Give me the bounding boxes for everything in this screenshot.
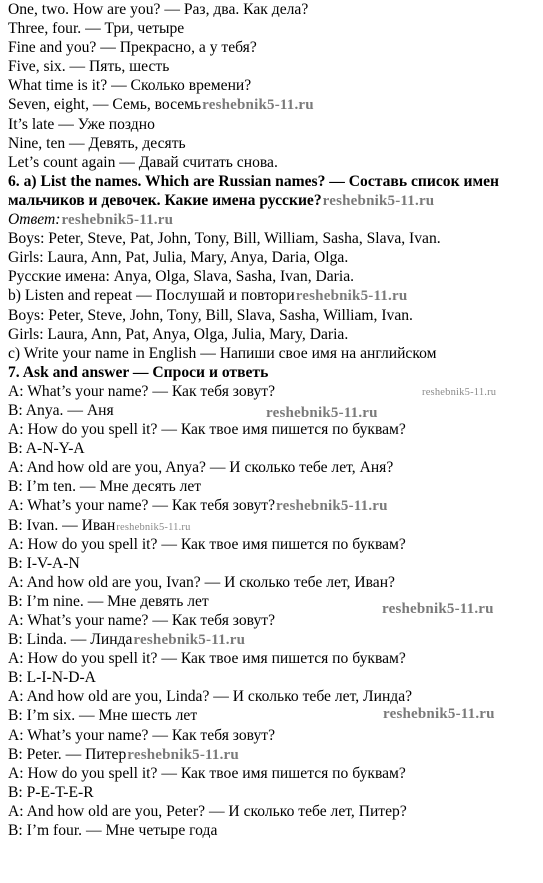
dialogue-line: A: And how old are you, Anya? — И сколько тебе лет, Аня? — [8, 459, 394, 477]
answer-label: Ответ:reshebnik5-11.ru — [8, 211, 174, 229]
text-line: Fine and you? — Прекрасно, а у тебя? — [8, 39, 257, 57]
watermark: reshebnik5-11.ru — [127, 746, 239, 763]
text-line: Girls: Laura, Ann, Pat, Anya, Olga, Julia, Mary, Daria. — [8, 325, 349, 343]
dialogue-line: B: A-N-Y-A — [8, 440, 85, 458]
watermark: reshebnik5-11.ru — [266, 405, 378, 421]
dialogue-line: B: P-E-T-E-R — [8, 783, 94, 801]
text-line: Boys: Peter, Steve, Pat, John, Tony, Bill, William, Sasha, Slava, Ivan. — [8, 230, 441, 248]
dialogue-line: B: Anya. — Аня — [8, 401, 114, 419]
text-line: b) Listen and repeat — Послушай и повториreshebnik5-11.ru — [8, 287, 408, 305]
dialogue-line: B: I’m nine. — Мне девять лет — [8, 592, 209, 610]
dialogue-line: A: What’s your name? — Как тебя зовут? — [8, 382, 276, 400]
text-line: Let’s count again — Давай считать снова. — [8, 153, 278, 171]
dialogue-line: A: And how old are you, Ivan? — И сколько тебе лет, Иван? — [8, 573, 395, 591]
text-line: Русские имена: Anya, Olga, Slava, Sasha, Ivan, Daria. — [8, 268, 355, 286]
watermark: reshebnik5-11.ru — [382, 601, 494, 617]
text-line: Five, six. — Пять, шесть — [8, 58, 170, 76]
text-line: c) Write your name in English — Напиши свое имя на английском — [8, 344, 437, 362]
text-line: Boys: Peter, Steve, John, Tony, Bill, Slava, Sasha, William, Ivan. — [8, 306, 413, 324]
dialogue-line: B: Peter. — Питерreshebnik5-11.ru — [8, 745, 239, 763]
watermark: reshebnik5-11.ru — [133, 632, 246, 649]
dialogue-line: B: I-V-A-N — [8, 554, 80, 572]
dialogue-line: A: How do you spell it? — Как твое имя пишется по буквам? — [8, 421, 406, 439]
text-line: One, two. How are you? — Раз, два. Как дела? — [8, 1, 309, 18]
text-line: Three, four. — Три, четыре — [8, 20, 185, 38]
text-line: мальчиков и девочек. Какие имена русские?reshebnik5-11.ru — [8, 191, 435, 209]
text-line: Girls: Laura, Ann, Pat, Julia, Mary, Anya, Daria, Olga. — [8, 249, 349, 267]
watermark: reshebnik5-11.ru — [61, 212, 174, 229]
exercise-6-heading: 6. a) List the names. Which are Russian names? — Составь список имен — [8, 172, 499, 190]
watermark: reshebnik5-11.ru — [422, 387, 497, 398]
dialogue-line: B: Ivan. — Иванreshebnik5-11.ru — [8, 516, 191, 534]
text-line: Nine, ten — Девять, десять — [8, 134, 186, 152]
dialogue-line: B: Linda. — Линдаreshebnik5-11.ru — [8, 631, 246, 649]
dialogue-line: A: What’s your name? — Как тебя зовут? — [8, 726, 276, 744]
exercise-7-heading: 7. Ask and answer — Спроси и ответь — [8, 363, 269, 381]
dialogue-line: A: What’s your name? — Как тебя зовут? — [8, 612, 276, 629]
text-line: It’s late — Уже поздно — [8, 115, 155, 133]
dialogue-line: B: I’m six. — Мне шесть лет — [8, 707, 198, 725]
watermark: reshebnik5-11.ru — [295, 288, 408, 305]
dialogue-line: B: I’m ten. — Мне десять лет — [8, 478, 202, 496]
text-line: What time is it? — Сколько времени? — [8, 77, 252, 95]
dialogue-line: A: And how old are you, Linda? — И сколько тебе лет, Линда? — [8, 688, 413, 706]
text-line: Seven, eight, — Семь, восемьreshebnik5-11.ru — [8, 96, 314, 114]
watermark: reshebnik5-11.ru — [383, 706, 495, 722]
dialogue-line: A: What’s your name? — Как тебя зовут?reshebnik5-11.ru — [8, 497, 388, 515]
dialogue-line: A: How do you spell it? — Как твое имя пишется по буквам? — [8, 650, 406, 668]
dialogue-line: B: I’m four. — Мне четыре года — [8, 822, 218, 840]
watermark: reshebnik5-11.ru — [116, 521, 191, 533]
watermark: reshebnik5-11.ru — [276, 498, 388, 515]
watermark: reshebnik5-11.ru — [322, 192, 435, 209]
watermark: reshebnik5-11.ru — [202, 97, 314, 114]
dialogue-line: A: How do you spell it? — Как твое имя пишется по буквам? — [8, 764, 406, 782]
dialogue-line: A: How do you spell it? — Как твое имя пишется по буквам? — [8, 535, 406, 553]
dialogue-line: B: L-I-N-D-A — [8, 669, 96, 687]
dialogue-line: A: And how old are you, Peter? — И сколько тебе лет, Питер? — [8, 802, 407, 820]
